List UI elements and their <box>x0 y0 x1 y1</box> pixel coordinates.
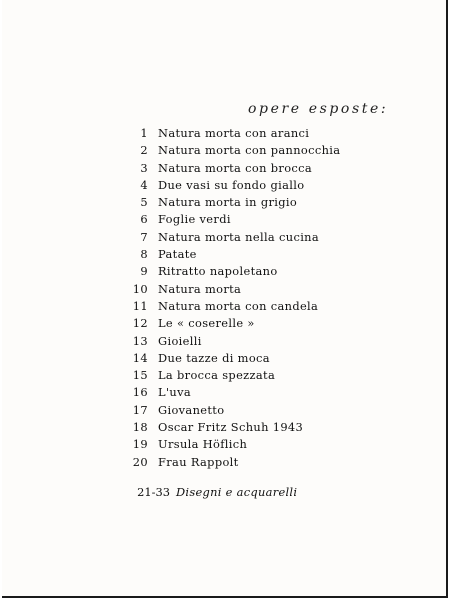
work-number: 12 <box>132 316 148 331</box>
list-item <box>2 333 448 350</box>
work-title: Patate <box>158 247 197 262</box>
work-title: La brocca spezzata <box>158 368 276 383</box>
work-number: 16 <box>132 385 148 400</box>
list-item <box>2 436 448 453</box>
work-title: Natura morta nella cucina <box>158 229 320 244</box>
work-number: 13 <box>132 333 148 348</box>
work-number: 5 <box>140 195 148 210</box>
work-title: Natura morta in grigio <box>158 195 298 210</box>
work-title: Due vasi su fondo giallo <box>158 177 305 192</box>
work-title: Gioielli <box>158 333 202 348</box>
drawings-title: Disegni e acquarelli <box>176 485 298 499</box>
work-number: 4 <box>140 177 148 192</box>
works-list <box>2 125 448 471</box>
work-number: 9 <box>140 264 148 279</box>
section-heading: opere esposte: <box>248 101 389 117</box>
work-title: Natura morta con pannocchia <box>158 143 341 158</box>
drawings-entry <box>2 484 448 501</box>
work-number: 7 <box>140 229 148 244</box>
list-item <box>2 454 448 471</box>
work-title: Natura morta con aranci <box>158 126 310 140</box>
list-item <box>2 402 448 419</box>
list-item <box>2 125 448 142</box>
work-title: Natura morta con brocca <box>158 160 313 175</box>
list-item <box>2 350 448 367</box>
list-item <box>2 315 448 332</box>
list-item <box>2 298 448 315</box>
list-item <box>2 211 448 228</box>
work-title: Giovanetto <box>158 402 225 417</box>
list-item <box>2 384 448 401</box>
work-title: Natura morta con candela <box>158 298 319 313</box>
work-title: Foglie verdi <box>158 212 231 227</box>
work-number: 11 <box>132 298 148 313</box>
drawings-number-range: 21-33 <box>137 485 170 499</box>
work-number: 8 <box>140 247 148 262</box>
work-number: 19 <box>132 437 148 452</box>
list-item <box>2 229 448 246</box>
work-title: Ritratto napoletano <box>158 264 278 279</box>
work-number: 18 <box>132 420 148 435</box>
work-title: L'uva <box>158 385 192 400</box>
list-item <box>2 142 448 159</box>
work-number: 2 <box>140 143 148 158</box>
work-title: Frau Rappolt <box>158 454 239 469</box>
work-title: Le « coserelle » <box>158 316 255 331</box>
work-number: 14 <box>132 350 148 365</box>
list-item <box>2 263 448 280</box>
list-item <box>2 160 448 177</box>
list-item <box>2 367 448 384</box>
work-title: Ursula Höflich <box>158 437 248 452</box>
list-item <box>2 194 448 211</box>
list-item <box>2 177 448 194</box>
list-item <box>2 419 448 436</box>
work-title: Natura morta <box>158 281 242 296</box>
work-number: 1 <box>140 126 148 140</box>
work-number: 20 <box>132 454 148 469</box>
work-title: Due tazze di moca <box>158 350 270 365</box>
work-number: 6 <box>140 212 148 227</box>
work-number: 3 <box>140 160 148 175</box>
list-item <box>2 246 448 263</box>
work-title: Oscar Fritz Schuh 1943 <box>158 420 304 435</box>
list-item <box>2 281 448 298</box>
catalog-page <box>2 0 448 598</box>
work-number: 17 <box>132 402 148 417</box>
work-number: 15 <box>132 368 148 383</box>
work-number: 10 <box>132 281 148 296</box>
